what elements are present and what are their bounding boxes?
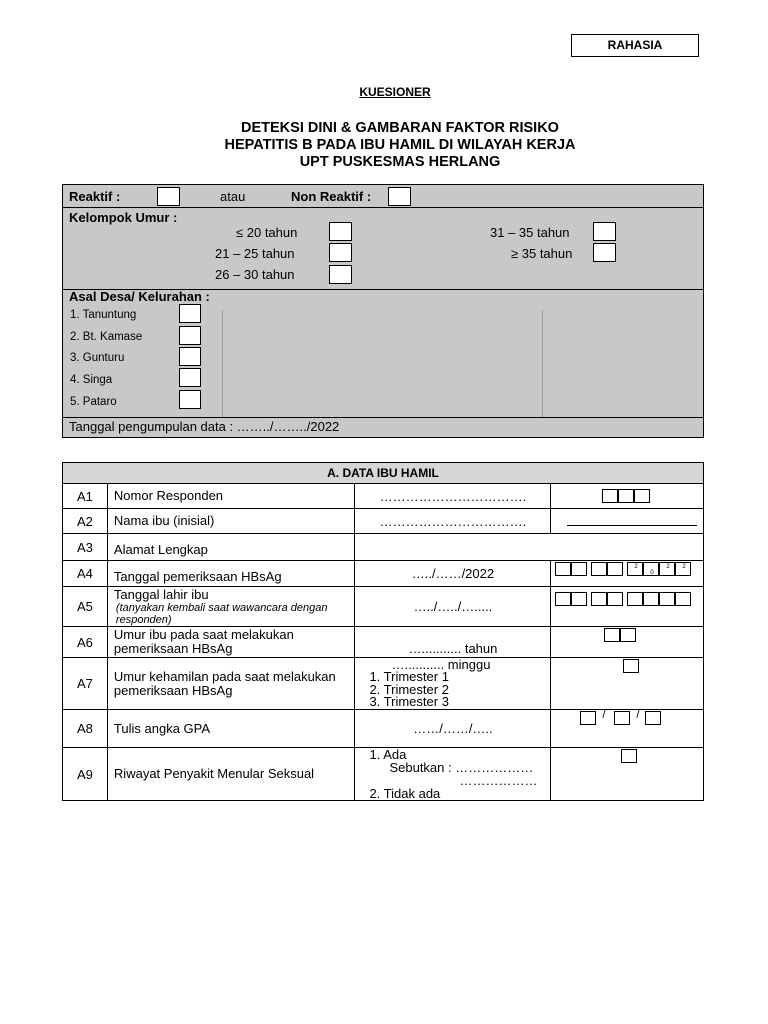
table-row xyxy=(63,710,704,748)
code-line[interactable] xyxy=(567,525,697,526)
option-trimester-2[interactable]: 2. Trimester 2 xyxy=(369,681,449,697)
alamat-field[interactable] xyxy=(355,534,704,561)
desa-item-4: 4. Singa xyxy=(70,374,113,386)
desa-checkbox-2[interactable] xyxy=(179,326,201,345)
gpa-box-cell xyxy=(551,710,704,748)
question-text: Tanggal lahir ibu xyxy=(113,586,209,602)
code-box[interactable] xyxy=(634,489,650,503)
gpa-box[interactable] xyxy=(645,711,661,725)
answer-box-cell xyxy=(551,748,704,801)
row-code: A6 xyxy=(63,627,108,658)
gpa-box[interactable] xyxy=(580,711,596,725)
nomor-responden-field[interactable]: ……………………………. xyxy=(355,484,551,509)
gpa-box[interactable] xyxy=(614,711,630,725)
age-box[interactable] xyxy=(604,628,620,642)
question-note: (tanyakan kembali saat wawancara dengan responden) xyxy=(115,601,328,626)
row-question: Umur kehamilan pada saat melakukan pemeriksaan HBsAg xyxy=(107,658,355,710)
umur-21-25-label: 21 – 25 tahun xyxy=(215,246,295,261)
age-box-cell xyxy=(551,627,704,658)
date-box[interactable] xyxy=(627,592,643,606)
answer-box[interactable] xyxy=(623,659,639,673)
row-question: Umur ibu pada saat melakukan pemeriksaan HBsAg xyxy=(107,627,355,658)
gpa-separator: / xyxy=(636,708,640,721)
date-box[interactable] xyxy=(643,562,659,576)
answer-box[interactable] xyxy=(621,749,637,763)
date-box[interactable] xyxy=(607,562,623,576)
sebutkan-field[interactable]: Sebutkan : ……………… xyxy=(389,760,534,775)
answer-box-cell xyxy=(551,658,704,710)
age-box[interactable] xyxy=(620,628,636,642)
date-box[interactable] xyxy=(571,592,587,606)
reaktif-label: Reaktif : xyxy=(69,189,121,204)
umur-31-35-label: 31 – 35 tahun xyxy=(490,225,570,240)
reaktif-checkbox[interactable] xyxy=(157,187,180,206)
table-row xyxy=(63,484,704,509)
row-question xyxy=(107,587,355,627)
table-row xyxy=(63,534,704,561)
date-box[interactable] xyxy=(571,562,587,576)
date-box[interactable] xyxy=(607,592,623,606)
row-question: Tanggal pemeriksaan HBsAg xyxy=(107,561,355,587)
minggu-field[interactable]: …........... minggu xyxy=(391,656,491,672)
row-code: A2 xyxy=(63,509,108,534)
tanggal-pemeriksaan-field[interactable]: …../……/2022 xyxy=(355,561,551,587)
section-header: A. DATA IBU HAMIL xyxy=(63,463,704,484)
table-row xyxy=(63,627,704,658)
row-code: A9 xyxy=(63,748,108,801)
title-line-2: HEPATITIS B PADA IBU HAMIL DI WILAYAH KERJA xyxy=(224,137,576,153)
row-code: A7 xyxy=(63,658,108,710)
umur-ge35-label: ≥ 35 tahun xyxy=(511,246,573,261)
pms-options xyxy=(355,748,551,801)
umur-26-30-label: 26 – 30 tahun xyxy=(215,267,295,282)
date-box[interactable] xyxy=(555,592,571,606)
date-box-cell xyxy=(551,561,704,587)
desa-item-1: 1. Tanuntung xyxy=(70,309,137,321)
tanggal-lahir-field[interactable]: …../…../…..... xyxy=(355,587,551,627)
umur-kehamilan-options xyxy=(355,658,551,710)
row-question: Nomor Responden xyxy=(107,484,355,509)
code-box-cell xyxy=(551,484,704,509)
row-question: Riwayat Penyakit Menular Seksual xyxy=(107,748,355,801)
date-box[interactable] xyxy=(627,562,643,576)
year-digit: 0 xyxy=(650,569,654,576)
umur-26-30-checkbox[interactable] xyxy=(329,265,352,284)
column-divider xyxy=(222,310,223,417)
option-trimester-3[interactable]: 3. Trimester 3 xyxy=(369,694,449,709)
desa-item-3: 3. Gunturu xyxy=(70,352,125,364)
option-ada[interactable]: 1. Ada xyxy=(369,747,407,762)
row-code: A8 xyxy=(63,710,108,748)
umur-ge35-checkbox[interactable] xyxy=(593,243,616,262)
tanggal-pengumpulan: Tanggal pengumpulan data : ……../……../2022 xyxy=(69,419,340,434)
date-box[interactable] xyxy=(659,562,675,576)
column-divider xyxy=(542,310,543,417)
date-box[interactable] xyxy=(591,592,607,606)
kelompok-umur-label: Kelompok Umur : xyxy=(69,210,178,225)
non-reaktif-checkbox[interactable] xyxy=(388,187,411,206)
date-box[interactable] xyxy=(675,562,691,576)
data-ibu-hamil-table xyxy=(62,462,704,801)
nama-ibu-field[interactable]: ……………………………. xyxy=(355,509,551,534)
option-tidak-ada[interactable]: 2. Tidak ada xyxy=(369,786,441,801)
date-box[interactable] xyxy=(659,592,675,606)
date-box[interactable] xyxy=(643,592,659,606)
date-box-cell xyxy=(551,587,704,627)
umur-ibu-field[interactable]: …........... tahun xyxy=(355,627,551,658)
year-digit: 2 xyxy=(682,563,686,570)
table-row xyxy=(63,658,704,710)
date-box[interactable] xyxy=(555,562,571,576)
table-row xyxy=(63,561,704,587)
atau-label: atau xyxy=(220,189,246,204)
row-code: A1 xyxy=(63,484,108,509)
confidential-label: RAHASIA xyxy=(571,34,699,57)
year-digit: 2 xyxy=(666,563,670,570)
non-reaktif-label: Non Reaktif : xyxy=(291,189,372,204)
gpa-field[interactable]: ……/……/….. xyxy=(355,710,551,748)
code-box[interactable] xyxy=(602,489,618,503)
gpa-separator: / xyxy=(602,708,606,721)
title-line-1: DETEKSI DINI & GAMBARAN FAKTOR RISIKO xyxy=(241,120,559,136)
umur-le20-label: ≤ 20 tahun xyxy=(236,225,298,240)
umur-31-35-checkbox[interactable] xyxy=(593,222,616,241)
asal-desa-label: Asal Desa/ Kelurahan : xyxy=(69,289,210,304)
screening-panel xyxy=(62,184,704,438)
code-line-cell xyxy=(551,509,704,534)
row-code: A3 xyxy=(63,534,108,561)
option-trimester-1[interactable]: 1. Trimester 1 xyxy=(369,669,449,684)
desa-checkbox-3[interactable] xyxy=(179,347,201,366)
desa-checkbox-5[interactable] xyxy=(179,390,201,409)
row-code: A5 xyxy=(63,587,108,627)
year-digit: 2 xyxy=(634,563,638,570)
row-code: A4 xyxy=(63,561,108,587)
desa-checkbox-1[interactable] xyxy=(179,304,201,323)
row-question: Nama ibu (inisial) xyxy=(107,509,355,534)
title-line-3: UPT PUSKESMAS HERLANG xyxy=(299,154,501,170)
sebutkan-field-2[interactable]: ……………… xyxy=(459,773,538,788)
questionnaire-label: KUESIONER xyxy=(359,85,431,99)
umur-le20-checkbox[interactable] xyxy=(329,222,352,241)
row-question: Alamat Lengkap xyxy=(107,534,355,561)
desa-checkbox-4[interactable] xyxy=(179,368,201,387)
date-box[interactable] xyxy=(591,562,607,576)
table-row xyxy=(63,748,704,801)
umur-21-25-checkbox[interactable] xyxy=(329,243,352,262)
table-row xyxy=(63,509,704,534)
desa-item-5: 5. Pataro xyxy=(70,396,117,408)
date-box[interactable] xyxy=(675,592,691,606)
code-box[interactable] xyxy=(618,489,634,503)
row-question: Tulis angka GPA xyxy=(107,710,355,748)
desa-item-2: 2. Bt. Kamase xyxy=(70,331,143,343)
table-row xyxy=(63,587,704,627)
